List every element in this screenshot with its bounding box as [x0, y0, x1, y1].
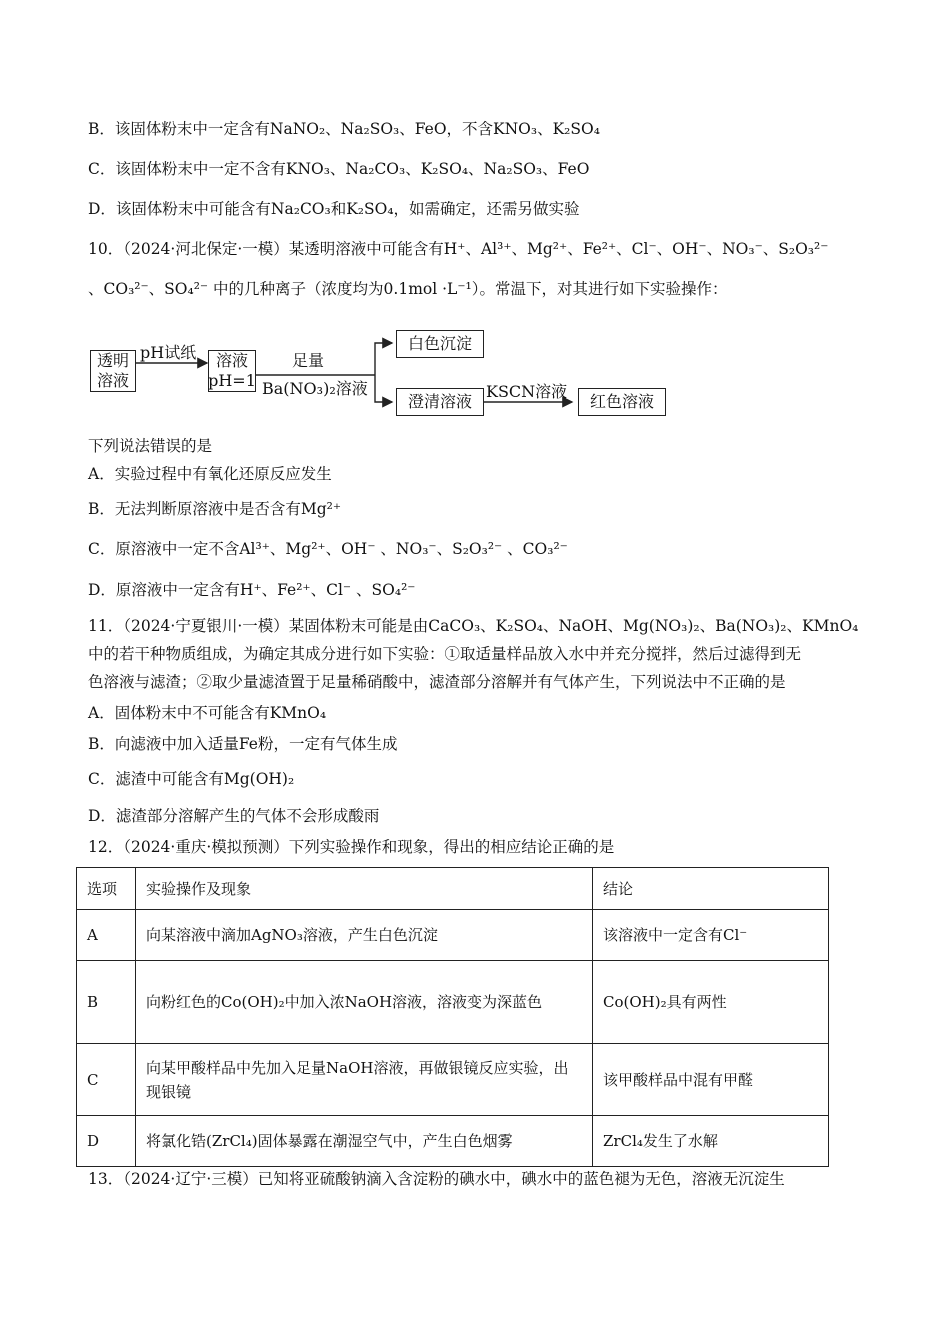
q9-option-b: B．该固体粉末中一定含有NaNO₂、Na₂SO₃、FeO，不含KNO₃、K₂SO₄ — [88, 120, 600, 138]
q10-stem-line2: 、CO₃²⁻、SO₄²⁻ 中的几种离子（浓度均为0.1mol ·L⁻¹）。常温下，对其进行如下实验操作： — [88, 280, 728, 298]
q10-option-c: C．原溶液中一定不含Al³⁺、Mg²⁺、OH⁻ 、NO₃⁻、S₂O₃²⁻ 、CO₃²⁻ — [88, 540, 568, 558]
header-conclusion: 结论 — [593, 868, 829, 910]
flow-box-clear-solution: 澄清溶液 — [396, 388, 484, 416]
q10-option-b: B．无法判断原溶液中是否含有Mg²⁺ — [88, 500, 342, 518]
flow-box-red-solution: 红色溶液 — [578, 388, 666, 416]
row-d-conclusion: ZrCl₄发生了水解 — [593, 1116, 829, 1167]
row-d-operation: 将氯化锆(ZrCl₄)固体暴露在潮湿空气中，产生白色烟雾 — [136, 1116, 593, 1167]
flow-label-ph-paper: pH试纸 — [140, 343, 197, 362]
flow-box-white-precipitate: 白色沉淀 — [396, 330, 484, 358]
row-b-conclusion: Co(OH)₂具有两性 — [593, 961, 829, 1044]
q12-stem: 12．（2024·重庆·模拟预测）下列实验操作和现象，得出的相应结论正确的是 — [88, 838, 615, 856]
q9-option-d: D．该固体粉末中可能含有Na₂CO₃和K₂SO₄，如需确定，还需另做实验 — [88, 200, 580, 218]
q10-prompt: 下列说法错误的是 — [88, 437, 213, 455]
table-row — [77, 961, 829, 1044]
table-row — [77, 910, 829, 961]
row-c-option: C — [77, 1044, 136, 1116]
q11-option-c: C．滤渣中可能含有Mg(OH)₂ — [88, 770, 295, 788]
row-a-option: A — [77, 910, 136, 961]
flow-label-kscn: KSCN溶液 — [486, 382, 568, 401]
q11-stem-line2: 中的若干种物质组成，为确定其成分进行如下实验：①取适量样品放入水中并充分搅拌，然后过滤得到无 — [88, 645, 802, 663]
row-c-conclusion: 该甲酸样品中混有甲醛 — [593, 1044, 829, 1116]
table-header-row — [77, 868, 829, 910]
flow-box-solution-ph1: 溶液pH=1 — [208, 351, 256, 390]
q10-flow-diagram — [88, 330, 688, 420]
q11-stem-line1: 11．（2024·宁夏银川·一模）某固体粉末可能是由CaCO₃、K₂SO₄、NaOH、Mg(NO₃)₂、Ba(NO₃)₂、KMnO₄ — [88, 617, 859, 635]
q11-option-d: D．滤渣部分溶解产生的气体不会形成酸雨 — [88, 807, 380, 825]
table-row — [77, 1116, 829, 1167]
row-b-option: B — [77, 961, 136, 1044]
q13-stem: 13．（2024·辽宁·三模）已知将亚硫酸钠滴入含淀粉的碘水中，碘水中的蓝色褪为无色，溶液无沉淀生 — [88, 1170, 785, 1188]
q10-option-a: A．实验过程中有氧化还原反应发生 — [88, 465, 332, 483]
q11-stem-line3: 色溶液与滤渣；②取少量滤渣置于足量稀硝酸中，滤渣部分溶解并有气体产生，下列说法中不正确的是 — [88, 673, 786, 691]
q9-option-c: C．该固体粉末中一定不含有KNO₃、Na₂CO₃、K₂SO₄、Na₂SO₃、FeO — [88, 160, 590, 178]
table-row — [77, 1044, 829, 1116]
row-d-option: D — [77, 1116, 136, 1167]
row-b-operation: 向粉红色的Co(OH)₂中加入浓NaOH溶液，溶液变为深蓝色 — [136, 961, 593, 1044]
q10-stem-line1: 10．（2024·河北保定·一模）某透明溶液中可能含有H⁺、Al³⁺、Mg²⁺、Fe²⁺、Cl⁻、OH⁻、NO₃⁻、S₂O₃²⁻ — [88, 240, 829, 258]
q10-option-d: D．原溶液中一定含有H⁺、Fe²⁺、Cl⁻ 、SO₄²⁻ — [88, 581, 416, 599]
row-c-operation: 向某甲酸样品中先加入足量NaOH溶液，再做银镜反应实验，出现银镜 — [136, 1044, 593, 1116]
q12-table — [76, 867, 829, 1167]
q11-option-b: B．向滤液中加入适量Fe粉，一定有气体生成 — [88, 735, 398, 753]
flow-label-excess: 足量 — [292, 351, 325, 370]
row-a-operation: 向某溶液中滴加AgNO₃溶液，产生白色沉淀 — [136, 910, 593, 961]
header-option: 选项 — [77, 868, 136, 910]
flow-box-transparent-solution: 透明溶液 — [90, 350, 136, 392]
flow-label-barium-nitrate: Ba(NO₃)₂溶液 — [262, 379, 368, 398]
row-a-conclusion: 该溶液中一定含有Cl⁻ — [593, 910, 829, 961]
header-operation: 实验操作及现象 — [136, 868, 593, 910]
q11-option-a: A．固体粉末中不可能含有KMnO₄ — [88, 704, 327, 722]
